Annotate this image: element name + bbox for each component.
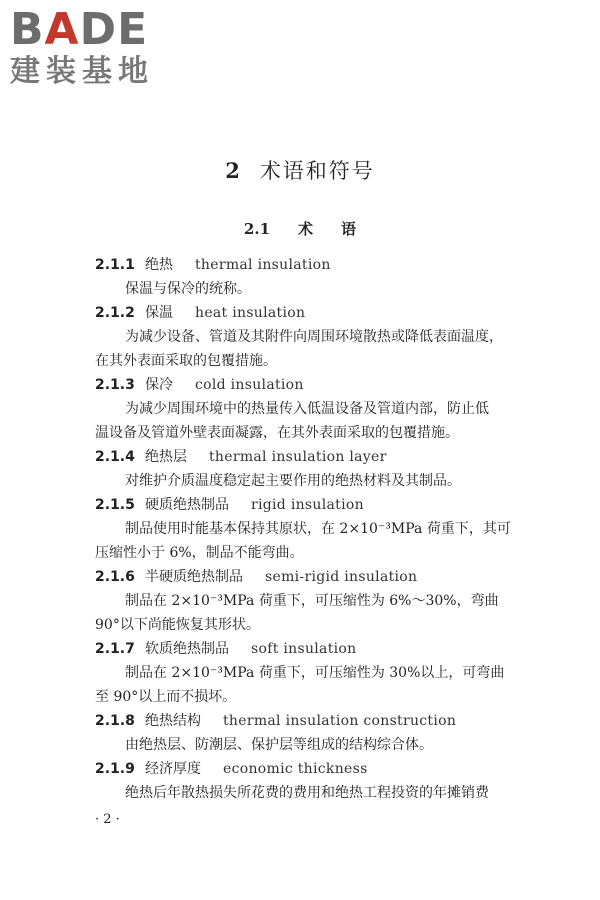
term-number: 2.1.7 [95, 641, 135, 657]
definition-line: 保温与保冷的统称。 [125, 281, 251, 297]
term-heading [95, 711, 456, 731]
term-english: thermal insulation [195, 257, 331, 273]
term-english: cold insulation [195, 377, 304, 393]
definition-line: 制品使用时能基本保持其原状，在 2×10⁻³MPa 荷重下，其可 [125, 521, 511, 537]
term-heading [95, 303, 305, 323]
chapter-heading [0, 155, 600, 185]
term-number: 2.1.5 [95, 497, 135, 513]
chapter-number: 2 [225, 158, 242, 183]
term-english: economic thickness [223, 761, 368, 777]
definition-line: 在其外表面采取的包覆措施。 [95, 353, 277, 369]
page-number: · 2 · [95, 812, 120, 827]
term-chinese: 软质绝热制品 [145, 641, 229, 657]
term-chinese: 绝热 [145, 257, 173, 273]
term-chinese: 半硬质绝热制品 [145, 569, 243, 585]
term-chinese: 绝热结构 [145, 713, 201, 729]
term-chinese: 绝热层 [145, 449, 187, 465]
logo-letters: DE [79, 4, 149, 55]
term-chinese: 硬质绝热制品 [145, 497, 229, 513]
term-number: 2.1.4 [95, 449, 135, 465]
term-chinese: 经济厚度 [145, 761, 201, 777]
chapter-title: 术语和符号 [259, 159, 375, 183]
term-number: 2.1.3 [95, 377, 135, 393]
definition-line: 对维护介质温度稳定起主要作用的绝热材料及其制品。 [125, 473, 461, 489]
definition-line: 温设备及管道外壁表面凝露，在其外表面采取的包覆措施。 [95, 425, 459, 441]
term-heading [95, 495, 364, 515]
term-heading [95, 447, 387, 467]
definition-line: 制品在 2×10⁻³MPa 荷重下，可压缩性为 30%以上，可弯曲 [125, 665, 505, 681]
term-number: 2.1.1 [95, 257, 135, 273]
section-number: 2.1 [243, 220, 271, 238]
term-number: 2.1.6 [95, 569, 135, 585]
definition-line: 绝热后年散热损失所花费的费用和绝热工程投资的年摊销费 [125, 785, 489, 801]
term-heading [95, 639, 356, 659]
logo-wordmark [10, 4, 154, 55]
term-chinese: 保温 [145, 305, 173, 321]
term-number: 2.1.9 [95, 761, 135, 777]
definition-line: 压缩性小于 6%，制品不能弯曲。 [95, 545, 304, 561]
term-english: thermal insulation layer [209, 449, 387, 465]
term-heading [95, 567, 417, 587]
definition-line: 至 90°以上而不损坏。 [95, 689, 237, 705]
definition-line: 为减少设备、管道及其附件向周围环境散热或降低表面温度， [125, 329, 503, 345]
definition-line: 90°以下尚能恢复其形状。 [95, 617, 260, 633]
definition-line: 为减少周围环境中的热量传入低温设备及管道内部，防止低 [125, 401, 489, 417]
term-heading [95, 375, 304, 395]
section-title-a: 术 [298, 220, 314, 238]
term-english: heat insulation [195, 305, 306, 321]
logo-chinese: 建装基地 [10, 54, 154, 89]
term-english: thermal insulation construction [223, 713, 457, 729]
definition-line: 由绝热层、防潮层、保护层等组成的结构综合体。 [125, 737, 433, 753]
logo [10, 4, 154, 92]
section-heading [0, 218, 600, 239]
term-english: semi-rigid insulation [265, 569, 418, 585]
definition-line: 制品在 2×10⁻³MPa 荷重下，可压缩性为 6%～30%，弯曲 [125, 593, 499, 609]
term-english: soft insulation [251, 641, 357, 657]
term-heading [95, 759, 368, 779]
term-heading [95, 255, 331, 275]
term-number: 2.1.8 [95, 713, 135, 729]
term-chinese: 保冷 [145, 377, 173, 393]
logo-letter: B [10, 4, 45, 55]
term-english: rigid insulation [251, 497, 364, 513]
logo-letter-accent: A [44, 4, 80, 55]
term-number: 2.1.2 [95, 305, 135, 321]
section-title-b: 语 [341, 220, 357, 238]
